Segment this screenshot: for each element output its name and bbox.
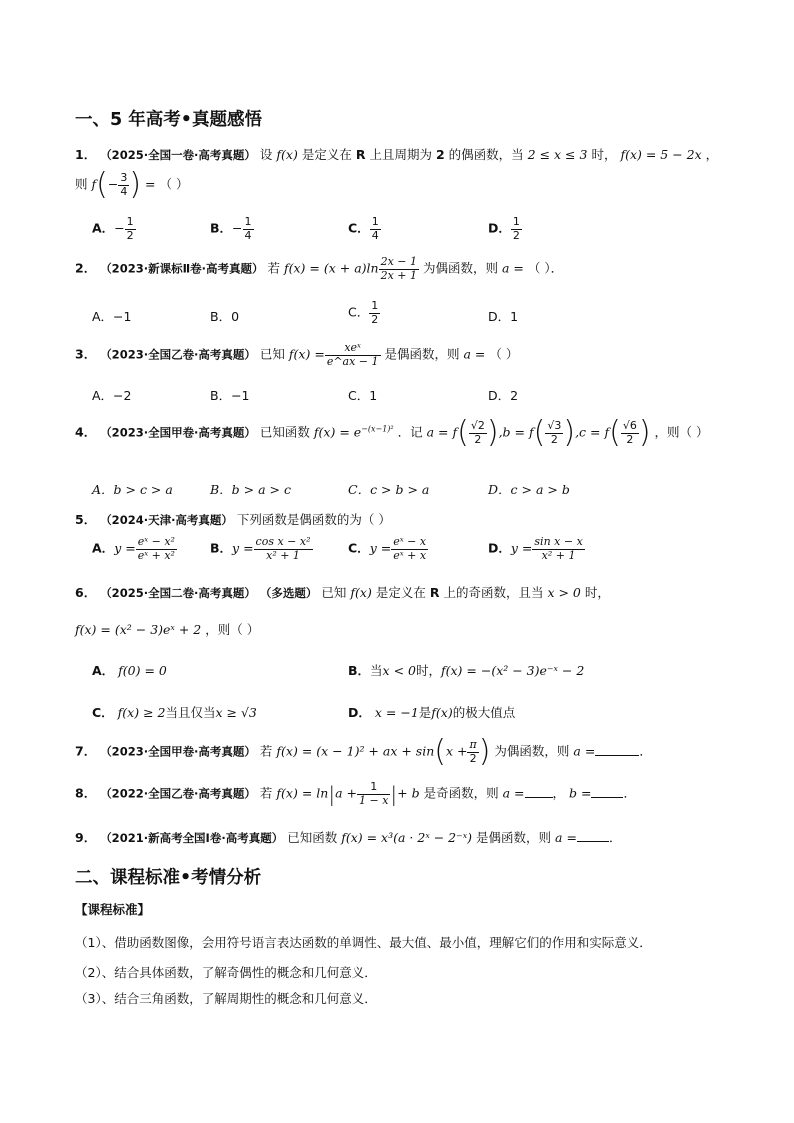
math: a = f (426, 424, 458, 440)
math: f(x) = 5 − 2x (620, 147, 702, 162)
denominator: 2 (550, 432, 558, 446)
option-c[interactable]: C．1 (348, 388, 378, 403)
fraction (621, 420, 639, 446)
denominator: e^ax − 1 (326, 354, 379, 368)
math: b = (569, 785, 592, 801)
fraction (243, 216, 254, 242)
text: ． (639, 743, 652, 759)
text: 是定义在 (375, 585, 426, 600)
text: 若 (259, 785, 273, 801)
math: f(x) (431, 705, 453, 720)
text: 是偶函数，则 (476, 830, 552, 845)
paren: ) (638, 415, 651, 450)
text: 设 (259, 147, 273, 162)
fraction (125, 216, 136, 242)
paren: ( (533, 415, 546, 450)
fraction (357, 781, 390, 807)
math: f(x) = (x² − 3)eˣ + 2 (75, 622, 202, 637)
numerator: cos x − x² (255, 535, 311, 548)
denominator: x² + 1 (266, 548, 300, 562)
option-a[interactable] (92, 661, 167, 679)
numerator: eˣ − x² (137, 535, 175, 548)
math: f(x) = x³(a · 2ˣ − 2⁻ˣ) (341, 830, 473, 845)
question-4-line-1 (75, 415, 709, 450)
abs-bar: | (328, 782, 336, 807)
numerator: 2x − 1 (380, 255, 417, 268)
math: y = (114, 540, 136, 556)
numerator: √3 (547, 418, 562, 432)
question-number: 2． (75, 260, 97, 276)
option-d[interactable] (488, 216, 522, 242)
text: 是偶函数，则 (384, 346, 460, 362)
option-label: C． (92, 705, 114, 720)
option-label: A． (92, 220, 115, 236)
text: 已知 (321, 585, 347, 600)
option-label: A． (92, 663, 115, 678)
math: f(x) = e (313, 424, 362, 440)
denominator: 2 (512, 228, 520, 242)
text: 时， (584, 585, 610, 600)
numerator: √2 (470, 418, 485, 432)
math: 2 ≤ x ≤ 3 (527, 147, 588, 162)
math: a = (501, 260, 524, 276)
denominator: 2x + 1 (380, 268, 417, 282)
paren: ) (563, 415, 576, 450)
fraction (118, 172, 129, 198)
question-source: （2022·全国乙卷·高考真题） (100, 786, 256, 801)
standard-item-1: （1）、借助函数图像，会用符号语言表达函数的单调性、最大值、最小值，理解它们的作用和实际意义． (75, 935, 652, 950)
question-source: （2023·新课标Ⅱ卷·高考真题） (100, 261, 264, 276)
question-source: （2025·全国二卷·高考真题） (100, 586, 256, 600)
math: a + (335, 785, 357, 801)
fraction (379, 256, 419, 282)
question-8-line-1 (75, 781, 636, 807)
question-1-line-2 (75, 167, 189, 202)
question-source: （2025·全国一卷·高考真题） (100, 148, 256, 162)
math: a = (555, 830, 577, 845)
text: 是奇函数，则 (423, 785, 499, 801)
question-number: 5． (75, 512, 97, 527)
standard-header: 【课程标准】 (75, 902, 151, 917)
question-number: 6． (75, 585, 97, 600)
denominator: 2 (469, 751, 477, 765)
option-a[interactable] (92, 216, 136, 242)
option-b[interactable] (210, 536, 313, 562)
question-source: （2024·天津·高考真题） (100, 513, 233, 527)
option-label: D． (488, 220, 511, 236)
question-number: 7． (75, 743, 97, 759)
text: 已知函数 (259, 424, 310, 440)
option-a[interactable]: A．−2 (92, 388, 132, 403)
math: f(x) ≥ 2 (117, 705, 166, 720)
math: − (107, 176, 119, 192)
paren: ) (478, 734, 491, 769)
option-a[interactable]: A．b > c > a (92, 482, 173, 497)
math: y = (510, 540, 533, 556)
question-number: 3． (75, 346, 97, 362)
math: x > 0 (547, 585, 581, 600)
denominator: 2 (371, 312, 379, 326)
question-tag: （多选题） (259, 586, 318, 600)
question-source: （2023·全国甲卷·高考真题） (100, 425, 256, 440)
denominator: x² + 1 (541, 548, 576, 562)
paren: ( (434, 734, 446, 769)
text: 为偶函数，则 (422, 260, 498, 276)
option-a[interactable] (92, 536, 177, 562)
numerator: sin x − x (534, 535, 583, 548)
math: f(0) = 0 (118, 663, 167, 678)
option-c[interactable] (348, 216, 381, 242)
option-label: A． (92, 540, 115, 556)
option-d[interactable]: D．2 (488, 388, 519, 403)
paren: ( (96, 167, 108, 202)
math: ,b = f (498, 424, 534, 440)
question-7-line-1 (75, 734, 652, 769)
text: 已知 (259, 346, 285, 362)
text: = （ ） (145, 176, 189, 192)
option-b[interactable] (348, 661, 584, 679)
paren: ) (486, 415, 499, 450)
denominator: 2 (126, 228, 134, 242)
text: 上且周期为 (369, 147, 432, 162)
text: 若 (267, 260, 281, 276)
denominator: 4 (244, 228, 252, 242)
question-number: 9． (75, 830, 97, 845)
standard-item-2: （2）、结合具体函数，了解奇偶性的概念和几何意义． (75, 965, 377, 980)
option-label: B． (210, 540, 233, 556)
math: x < 0 (382, 663, 416, 678)
text: 下列函数是偶函数的为（ ） (236, 512, 391, 527)
abs-bar: | (390, 782, 398, 807)
option-b[interactable]: B．b > a > c (210, 482, 291, 497)
question-source: （2023·全国甲卷·高考真题） (100, 744, 256, 759)
numerator: 1 (371, 299, 379, 312)
text: 是 (418, 705, 432, 720)
fraction (369, 300, 380, 326)
text: 若 (259, 743, 273, 759)
math: f (91, 176, 97, 192)
option-c[interactable] (92, 703, 257, 721)
text: 时， (591, 147, 617, 162)
question-6-line-1 (75, 583, 610, 601)
text: 时， (415, 663, 441, 678)
answer-blank[interactable] (595, 745, 639, 756)
answer-blank-a[interactable] (525, 787, 553, 798)
math: y = (232, 540, 254, 556)
numerator: √6 (622, 418, 637, 432)
question-source: （2023·全国乙卷·高考真题） (100, 347, 256, 362)
math: ,c = f (575, 424, 610, 440)
option-b[interactable] (210, 216, 254, 242)
option-label: B． (210, 220, 233, 236)
denominator: eˣ + x² (137, 548, 175, 562)
text: 当且仅当 (165, 705, 216, 720)
paren: ( (609, 415, 621, 450)
math: a = (573, 743, 596, 759)
numerator: 1 (371, 215, 379, 228)
option-d[interactable] (348, 703, 515, 721)
question-6-line-2 (75, 620, 259, 638)
option-label: D． (488, 540, 511, 556)
option-label: C． (348, 540, 370, 556)
math: f(x) = (288, 346, 325, 362)
denominator: 2 (626, 432, 634, 446)
math: R (429, 585, 440, 600)
option-d[interactable]: D．1 (488, 309, 519, 324)
answer-blank[interactable] (577, 831, 609, 842)
math: f(x) = ln (276, 785, 329, 801)
fraction (254, 536, 313, 562)
fraction (532, 536, 584, 562)
math: f(x) = (x − 1)² + ax + sin (276, 743, 435, 759)
text: ．记 (397, 424, 423, 440)
question-3-line-1 (75, 342, 518, 368)
text: 的极大值点 (452, 705, 516, 720)
text: （ ）． (527, 260, 564, 276)
text: 则 (75, 176, 88, 192)
fraction (545, 420, 563, 446)
text: ． (623, 785, 636, 801)
text: ，则（ ） (205, 622, 260, 637)
text: （ ） (489, 346, 519, 362)
denominator: 4 (120, 184, 128, 198)
numerator: 1 (512, 215, 520, 228)
math: a = (463, 346, 486, 362)
numerator: 1 (357, 781, 390, 795)
denominator: 1 − x (358, 793, 389, 807)
option-d[interactable] (488, 536, 585, 562)
answer-blank-b[interactable] (591, 787, 623, 798)
option-c[interactable]: C．c > b > a (348, 482, 430, 497)
math: f(x) (350, 585, 372, 600)
option-c[interactable] (348, 300, 380, 326)
fraction (391, 536, 428, 562)
section-title-2: 二、课程标准•考情分析 (75, 868, 262, 888)
denominator: 4 (371, 228, 379, 242)
text: 的偶函数，当 (448, 147, 524, 162)
text: ． (608, 830, 622, 845)
math: f(x) (276, 147, 298, 162)
math: f(x) = (x + a)ln (284, 260, 379, 276)
section-title-1: 一、5 年高考•真题感悟 (75, 110, 262, 130)
question-1-line-1 (75, 145, 718, 163)
option-b[interactable]: B．0 (210, 309, 240, 324)
option-label: C． (348, 220, 370, 236)
math: R (355, 147, 366, 162)
text: 当 (370, 663, 383, 678)
text: 2 (435, 147, 445, 162)
question-number: 1． (75, 147, 97, 162)
math: f(x) = −(x² − 3)e⁻ˣ − 2 (441, 663, 585, 678)
text: 已知函数 (287, 830, 338, 845)
option-c[interactable] (348, 536, 428, 562)
math: − (232, 220, 243, 236)
math: x ≥ √3 (215, 705, 257, 720)
text: ， (705, 147, 719, 162)
math: a = (502, 785, 525, 801)
paren: ) (129, 167, 142, 202)
fraction (467, 739, 478, 765)
math: y = (369, 540, 392, 556)
numerator: 3 (120, 170, 128, 184)
denominator: eˣ + x (393, 548, 427, 562)
fraction (469, 420, 487, 446)
question-number: 4． (75, 424, 97, 440)
math: + b (397, 785, 420, 801)
math: x = −1 (374, 705, 419, 720)
fraction (136, 536, 177, 562)
text: 上的奇函数，且当 (443, 585, 544, 600)
option-b[interactable]: B．−1 (210, 388, 250, 403)
option-label: C． (348, 304, 370, 320)
fraction (370, 216, 381, 242)
numerator: eˣ − x (393, 535, 427, 548)
numerator: 1 (244, 215, 252, 228)
question-5-line-1 (75, 510, 391, 528)
question-9-line-1 (75, 828, 621, 846)
paren: ( (457, 415, 469, 450)
text: ， (552, 785, 566, 801)
standard-item-3: （3）、结合三角函数，了解周期性的概念和几何意义． (75, 991, 377, 1006)
math: x + (445, 743, 468, 759)
text: 为偶函数，则 (494, 743, 570, 759)
option-a[interactable]: A．−1 (92, 309, 132, 324)
text: 是定义在 (301, 147, 352, 162)
text: ，则（ ） (654, 424, 709, 440)
denominator: 2 (474, 432, 482, 446)
option-label: B． (348, 663, 371, 678)
fraction (511, 216, 522, 242)
question-source: （2021·新高考全国Ⅰ卷·高考真题） (100, 831, 284, 845)
question-number: 8． (75, 785, 97, 801)
question-2-line-1 (75, 256, 563, 282)
fraction (325, 342, 381, 368)
exponent: −(x−1)² (361, 424, 394, 434)
option-d[interactable]: D．c > a > b (488, 482, 570, 497)
math: − (114, 220, 125, 236)
numerator: 1 (126, 215, 134, 228)
numerator: xeˣ (325, 342, 381, 356)
numerator: π (469, 737, 477, 751)
option-label: D． (348, 705, 371, 720)
